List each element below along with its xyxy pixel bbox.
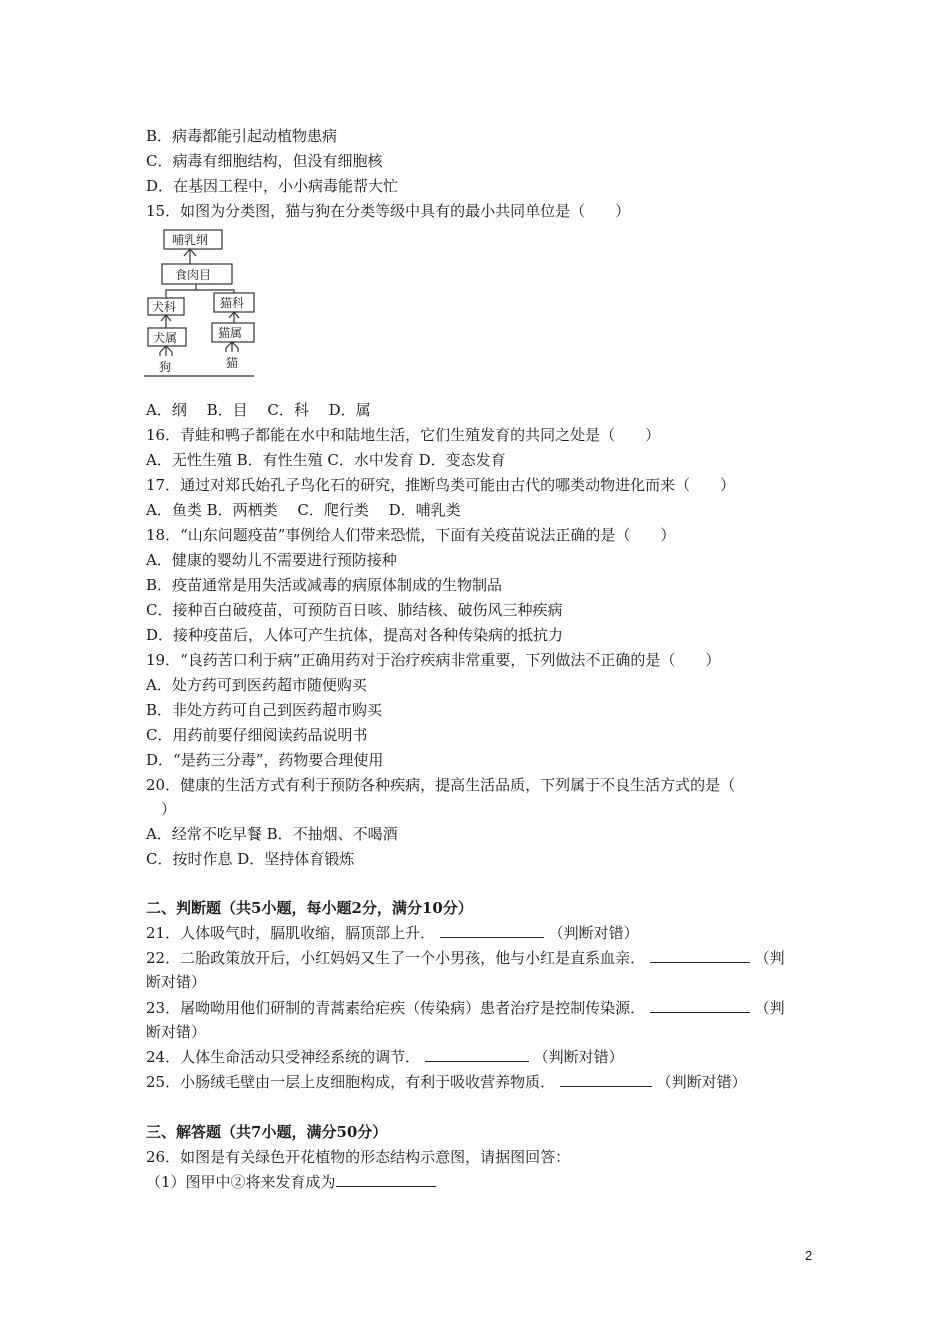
option-19b: B．非处方药可自己到医药超市购买 — [146, 701, 383, 719]
option-14d: D．在基因工程中，小小病毒能帮大忙 — [146, 177, 399, 195]
classification-tree-figure — [144, 228, 256, 378]
question-21-tail: （判断对错） — [548, 924, 639, 942]
option-14b: B．病毒都能引起动植物患病 — [146, 127, 338, 145]
node-class-label: 哺乳纲 — [172, 233, 209, 247]
node-family-right-label: 猫科 — [220, 296, 245, 310]
question-22 — [146, 948, 785, 968]
node-genus-right-label: 猫属 — [218, 326, 243, 340]
question-22-cont: 断对错） — [146, 973, 207, 991]
question-23-text: 23．屠呦呦用他们研制的青蒿素给疟疾（传染病）患者治疗是控制传染源． — [146, 999, 646, 1017]
answer-blank-25[interactable] — [560, 1072, 652, 1087]
question-23-tail: （判 — [754, 999, 785, 1017]
question-24 — [146, 1047, 624, 1067]
question-25 — [146, 1072, 747, 1092]
options-15: A．纲 B．目 C．科 D．属 — [146, 401, 371, 419]
question-24-text: 24．人体生命活动只受神经系统的调节． — [146, 1048, 421, 1066]
node-animal-right-label: 猫 — [226, 356, 239, 370]
question-16: 16．青蛙和鸭子都能在水中和陆地生活，它们生殖发育的共同之处是（ ） — [146, 426, 661, 444]
answer-blank-26-1[interactable] — [336, 1172, 436, 1187]
question-21 — [146, 923, 639, 943]
node-genus-left-label: 犬属 — [153, 331, 178, 345]
options-20-ab: A．经常不吃早餐 B．不抽烟、不喝酒 — [146, 825, 398, 843]
option-18c: C．接种百白破疫苗，可预防百日咳、肺结核、破伤风三种疾病 — [146, 601, 563, 619]
option-18a: A．健康的婴幼儿不需要进行预防接种 — [146, 551, 397, 569]
option-19c: C．用药前要仔细阅读药品说明书 — [146, 726, 368, 744]
page-number: 2 — [805, 1248, 813, 1263]
section-3-heading: 三、解答题（共7小题，满分50分） — [146, 1123, 388, 1141]
question-21-text: 21．人体吸气时，膈肌收缩，膈顶部上升． — [146, 924, 436, 942]
option-19a: A．处方药可到医药超市随便购买 — [146, 676, 367, 694]
question-22-tail: （判 — [754, 949, 785, 967]
options-16: A．无性生殖 B．有性生殖 C．水中发育 D．变态发育 — [146, 451, 506, 469]
option-14c: C．病毒有细胞结构，但没有细胞核 — [146, 152, 383, 170]
question-26-1-text: （1）图甲中②将来发育成为 — [146, 1173, 336, 1191]
question-17: 17．通过对郑氏始孔子鸟化石的研究，推断鸟类可能由古代的哪类动物进化而来（ ） — [146, 476, 736, 494]
question-24-tail: （判断对错） — [533, 1048, 624, 1066]
question-23-cont: 断对错） — [146, 1023, 207, 1041]
option-19d: D．“是药三分毒”，药物要合理使用 — [146, 751, 384, 769]
question-26-1 — [146, 1172, 436, 1192]
question-25-tail: （判断对错） — [656, 1073, 747, 1091]
node-family-left-label: 犬科 — [152, 300, 177, 314]
options-17: A．鱼类 B．两栖类 C．爬行类 D．哺乳类 — [146, 501, 461, 519]
question-19: 19．“良药苦口利于病”正确用药对于治疗疾病非常重要，下列做法不正确的是（ ） — [146, 651, 721, 669]
node-animal-left-label: 狗 — [159, 360, 172, 374]
answer-blank-23[interactable] — [650, 998, 750, 1013]
question-18: 18．“山东问题疫苗”事例给人们带来恐慌，下面有关疫苗说法正确的是（ ） — [146, 526, 676, 544]
question-26: 26．如图是有关绿色开花植物的形态结构示意图，请据图回答： — [146, 1148, 571, 1166]
question-22-text: 22．二胎政策放开后，小红妈妈又生了一个小男孩，他与小红是直系血亲． — [146, 949, 646, 967]
option-18b: B．疫苗通常是用失活或减毒的病原体制成的生物制品 — [146, 576, 503, 594]
answer-blank-21[interactable] — [440, 923, 544, 938]
answer-blank-24[interactable] — [425, 1047, 529, 1062]
section-2-heading: 二、判断题（共5小题，每小题2分，满分10分） — [146, 899, 473, 917]
question-20-cont: ） — [146, 800, 177, 818]
question-15: 15．如图为分类图，猫与狗在分类等级中具有的最小共同单位是（ ） — [146, 202, 631, 220]
node-order-label: 食肉目 — [175, 268, 212, 282]
question-20: 20．健康的生活方式有利于预防各种疾病，提高生活品质，下列属于不良生活方式的是（ — [146, 776, 736, 794]
answer-blank-22[interactable] — [650, 948, 750, 963]
options-20-cd: C．按时作息 D．坚持体育锻炼 — [146, 850, 355, 868]
question-23 — [146, 998, 785, 1018]
option-18d: D．接种疫苗后，人体可产生抗体，提高对各种传染病的抵抗力 — [146, 626, 564, 644]
question-25-text: 25．小肠绒毛壁由一层上皮细胞构成，有利于吸收营养物质． — [146, 1073, 556, 1091]
